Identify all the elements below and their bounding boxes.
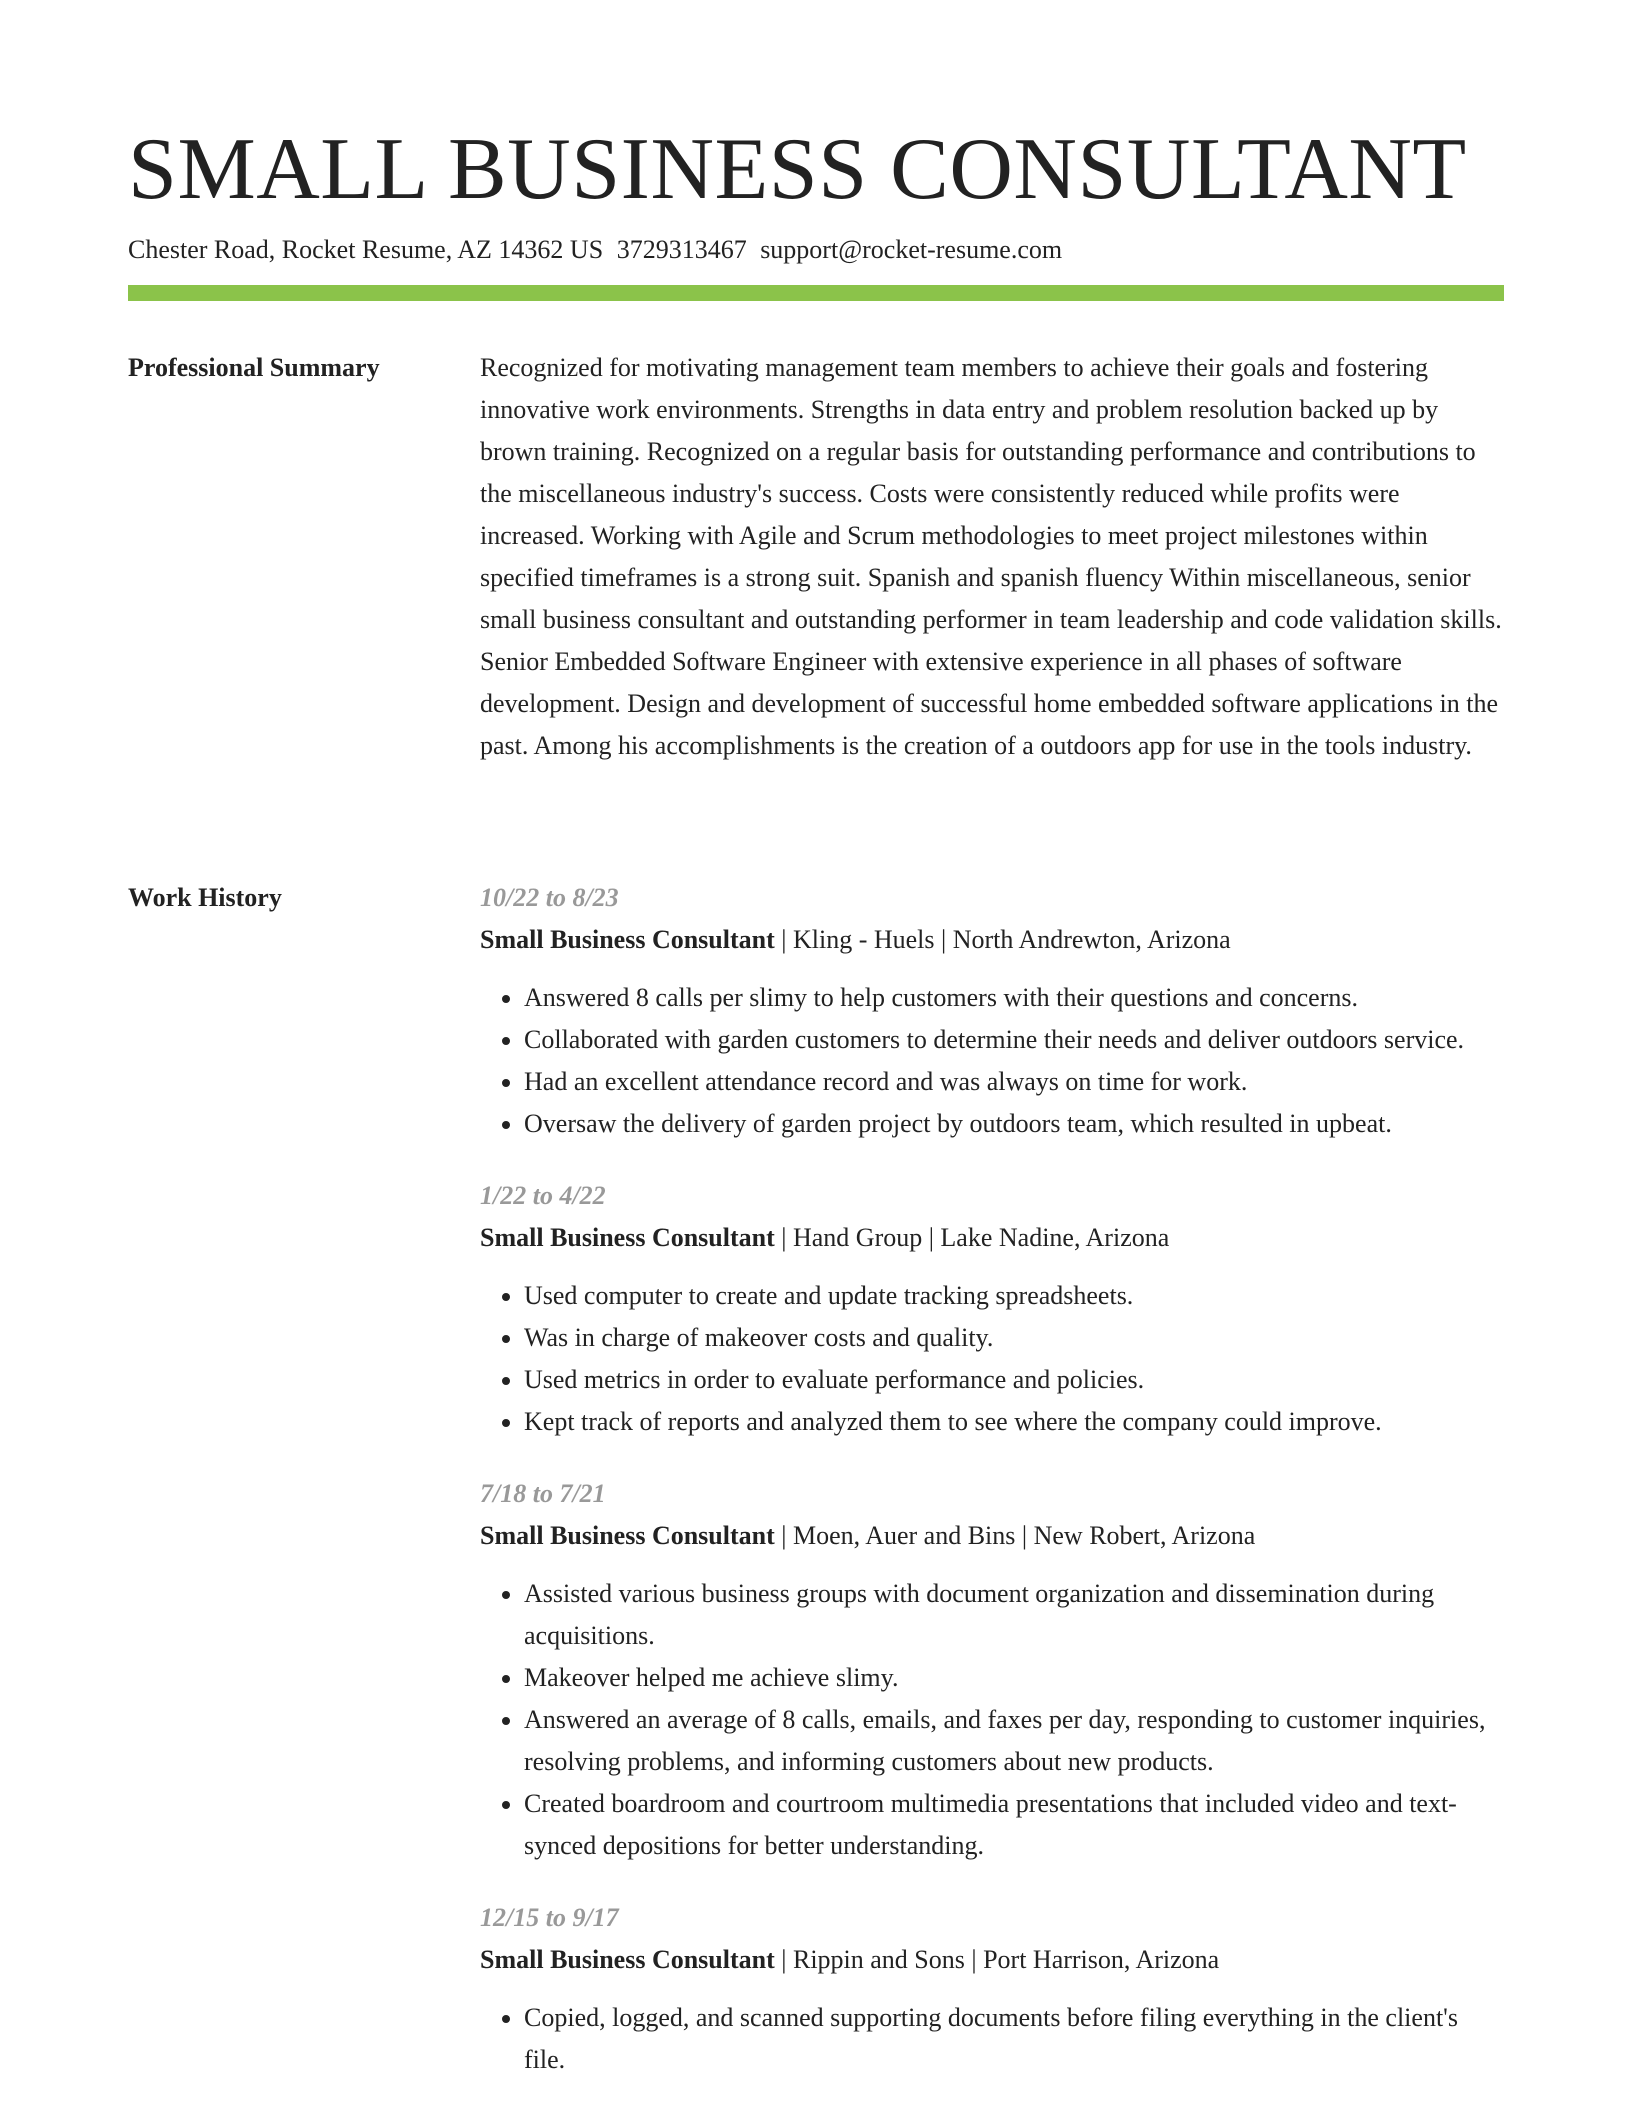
job-bullet: • Was in charge of makeover costs and quality. bbox=[524, 1317, 1504, 1359]
job-bullet-list bbox=[480, 1997, 1504, 2081]
job-dates: 7/18 to 7/21 bbox=[480, 1479, 606, 1508]
job-bullet: • Makeover helped me achieve slimy. bbox=[524, 1657, 1504, 1699]
summary-text: Recognized for motivating management team members to achieve their goals and fostering innovative work environments. Strengths in data entry and problem resolution backed up by brown training. Recognized on a regular basis for outstanding performance and contributions to the miscellaneous industry's success. Costs were consistently reduced while profits were increased. Working with Agile and Scrum methodologies to meet project milestones within specified timeframes is a strong suit. Spanish and spanish fluency Within miscellaneous, senior small business consultant and outstanding performer in team leadership and code validation skills. Senior Embedded Software Engineer with extensive experience in all phases of software development. Design and development of successful home embedded software applications in the past. Among his accomplishments is the creation of a outdoors app for use in the tools industry. bbox=[480, 353, 1502, 760]
job-details: | Rippin and Sons | Port Harrison, Arizona bbox=[774, 1945, 1220, 1974]
job-dates: 10/22 to 8/23 bbox=[480, 883, 619, 912]
job-bullet: • Created boardroom and courtroom multimedia presentations that included video and text-synced depositions for better understanding. bbox=[524, 1783, 1504, 1867]
job-bullet: • Answered an average of 8 calls, emails, and faxes per day, responding to customer inquiries, resolving problems, and informing customers about new products. bbox=[524, 1699, 1504, 1783]
job-title: Small Business Consultant bbox=[480, 1945, 775, 1974]
job-details: | Hand Group | Lake Nadine, Arizona bbox=[774, 1223, 1170, 1252]
job-bullet: • Had an excellent attendance record and was always on time for work. bbox=[524, 1061, 1504, 1103]
job-title: Small Business Consultant bbox=[480, 1521, 775, 1550]
job-dates: 12/15 to 9/17 bbox=[480, 1903, 619, 1932]
job-bullet: • Copied, logged, and scanned supporting documents before filing everything in the client's file. bbox=[524, 1997, 1504, 2081]
job-entry bbox=[480, 1175, 1504, 1443]
job-entry bbox=[480, 877, 1504, 1145]
job-entry bbox=[480, 1473, 1504, 1867]
job-bullet: • Answered 8 calls per slimy to help customers with their questions and concerns. bbox=[524, 977, 1504, 1019]
contact-line bbox=[128, 230, 1062, 270]
job-entry bbox=[480, 1897, 1504, 2081]
job-details: | Moen, Auer and Bins | New Robert, Arizona bbox=[774, 1521, 1256, 1550]
job-details: | Kling - Huels | North Andrewton, Arizona bbox=[774, 925, 1231, 954]
summary-label: Professional Summary bbox=[128, 353, 380, 382]
job-bullet: • Used metrics in order to evaluate performance and policies. bbox=[524, 1359, 1504, 1401]
job-heading bbox=[480, 1939, 1504, 1981]
job-bullet-list bbox=[480, 1275, 1504, 1443]
job-heading bbox=[480, 1515, 1504, 1557]
job-bullet: • Assisted various business groups with document organization and dissemination during acquisitions. bbox=[524, 1573, 1504, 1657]
job-bullet-list bbox=[480, 1573, 1504, 1867]
resume-name-heading: SMALL BUSINESS CONSULTANT bbox=[128, 121, 1467, 218]
job-dates: 1/22 to 4/22 bbox=[480, 1181, 606, 1210]
job-heading bbox=[480, 1217, 1504, 1259]
job-bullet-list bbox=[480, 977, 1504, 1145]
job-bullet: • Kept track of reports and analyzed them to see where the company could improve. bbox=[524, 1401, 1504, 1443]
job-title: Small Business Consultant bbox=[480, 925, 775, 954]
job-title: Small Business Consultant bbox=[480, 1223, 775, 1252]
contact-phone: 3729313467 bbox=[616, 235, 747, 264]
header-divider bbox=[128, 285, 1504, 301]
summary-body bbox=[480, 347, 1504, 767]
job-bullet: • Collaborated with garden customers to determine their needs and deliver outdoors service. bbox=[524, 1019, 1504, 1061]
work-history-label: Work History bbox=[128, 883, 282, 912]
job-bullet: • Oversaw the delivery of garden project by outdoors team, which resulted in upbeat. bbox=[524, 1103, 1504, 1145]
contact-email: support@rocket-resume.com bbox=[760, 235, 1063, 264]
contact-address: Chester Road, Rocket Resume, AZ 14362 US bbox=[128, 235, 604, 264]
job-heading bbox=[480, 919, 1504, 961]
job-bullet: • Used computer to create and update tracking spreadsheets. bbox=[524, 1275, 1504, 1317]
work-history-body bbox=[480, 877, 1504, 2111]
